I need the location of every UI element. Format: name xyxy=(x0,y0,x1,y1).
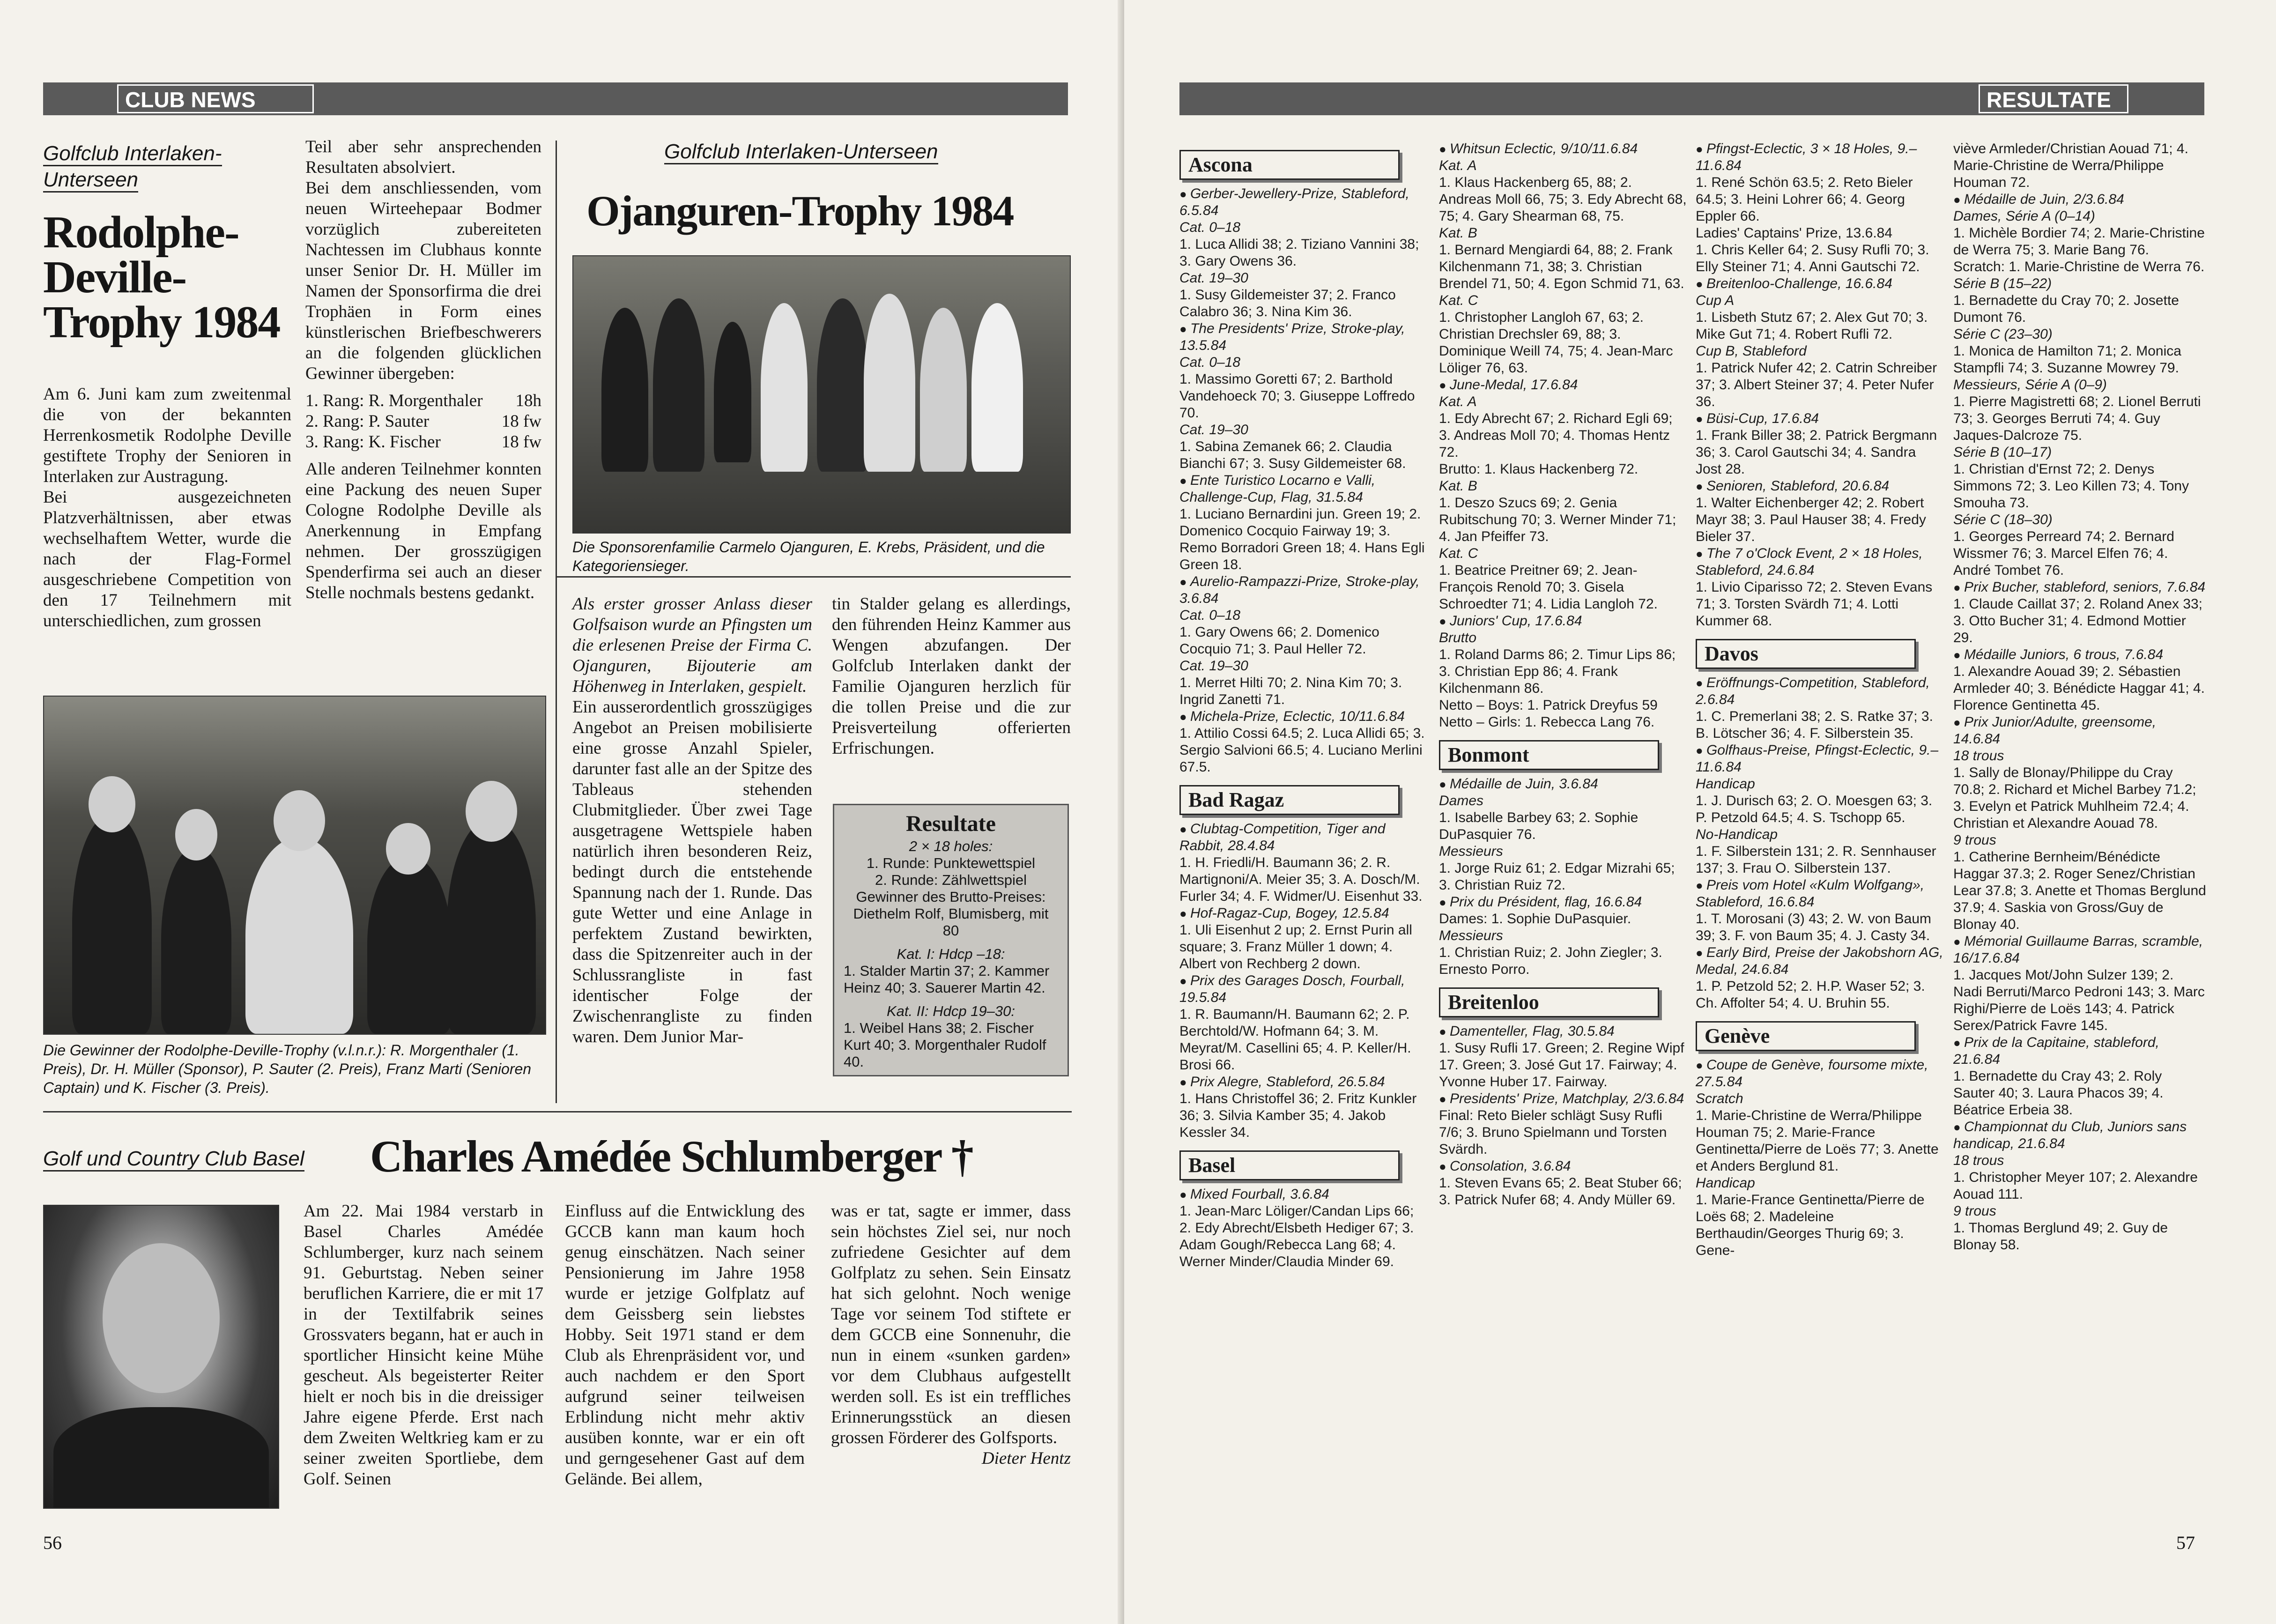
result-line: 1. René Schön 63.5; 2. Reto Bieler 64.5; 3. Heini Lohrer 66; 4. Georg Eppler 66. xyxy=(1696,175,1913,224)
result-line: 1. Attilio Cossi 64.5; 2. Luca Allidi 65; 3. Sergio Salvioni 66.5; 4. Luciano Merlini 67.5. xyxy=(1179,726,1425,775)
resultate-bar xyxy=(1179,82,2204,115)
ojanguren-photo-caption: Die Sponsorenfamilie Carmelo Ojanguren, E. Krebs, Präsident, und die Kategoriensieger. xyxy=(572,539,1045,574)
event-title: ● Mixed Fourball, 3.6.84 xyxy=(1179,1186,1428,1203)
event-title: ● Pfingst-Eclectic, 3 × 18 Holes, 9.–11.6.84 xyxy=(1696,141,1944,174)
result-line: 1. Georges Perreard 74; 2. Bernard Wissmer 76; 3. Marcel Elfen 76; 4. André Tombet 76. xyxy=(1953,529,2174,578)
result-line: 1. Walter Eichenberger 42; 2. Robert Mayr 38; 3. Paul Hauser 38; 4. Fredy Bieler 37. xyxy=(1696,495,1926,544)
event-title: ● Prix Alegre, Stableford, 26.5.84 xyxy=(1179,1074,1428,1090)
event-title: ● June-Medal, 17.6.84 xyxy=(1439,377,1687,393)
category-label: Série B (10–17) xyxy=(1953,445,2052,460)
category-label: Dames xyxy=(1439,793,1484,808)
result-line: Brutto: 1. Klaus Hackenberg 72. xyxy=(1439,461,1638,477)
result-line: viève Armleder/Christian Aouad 71; 4. Marie-Christine de Werra/Philippe Houman 72. xyxy=(1953,141,2188,190)
event-title: ● Senioren, Stableford, 20.6.84 xyxy=(1696,478,1944,495)
club-result-heading: Davos xyxy=(1696,639,1916,669)
schlumberger-title: Charles Amédée Schlumberger † xyxy=(370,1131,973,1181)
event-title: ● The 7 o'Clock Event, 2 × 18 Holes, Stableford, 24.6.84 xyxy=(1696,545,1944,579)
event-title: ● Whitsun Eclectic, 9/10/11.6.84 xyxy=(1439,141,1687,157)
category-label: 18 trous xyxy=(1953,748,2004,764)
category-label: Cat. 0–18 xyxy=(1179,608,1241,623)
event-title: ● Championnat du Club, Juniors sans handicap, 21.6.84 xyxy=(1953,1119,2206,1152)
results-column-2 xyxy=(1439,141,1687,1209)
event-title: ● Büsi-Cup, 17.6.84 xyxy=(1696,410,1944,427)
result-line: 1. Roland Darms 86; 2. Timur Lips 86; 3. Christian Epp 86; 4. Frank Kilchenmann 86. xyxy=(1439,647,1676,696)
event-title: ● Prix du Président, flag, 16.6.84 xyxy=(1439,894,1687,911)
event-title: ● Presidents' Prize, Matchplay, 2/3.6.84 xyxy=(1439,1090,1687,1107)
results-column-1 xyxy=(1179,141,1428,1270)
category-label: 18 trous xyxy=(1953,1153,2004,1168)
category-label: Kat. C xyxy=(1439,546,1478,561)
result-line: Scratch: 1. Marie-Christine de Werra 76. xyxy=(1953,259,2205,274)
result-line: 1. Steven Evans 65; 2. Beat Stuber 66; 3. Patrick Nufer 68; 4. Andy Müller 69. xyxy=(1439,1175,1682,1208)
club-result-heading: Ascona xyxy=(1179,150,1400,180)
category-label: No-Handicap xyxy=(1696,827,1778,842)
result-line: 1. Beatrice Preitner 69; 2. Jean-François Renold 70; 3. Gisela Schroedter 71; 4. Lidia Langloh 72. xyxy=(1439,563,1658,612)
result-line: 1. Luca Allidi 38; 2. Tiziano Vannini 38; 3. Gary Owens 36. xyxy=(1179,237,1419,269)
event-title: ● Médaille de Juin, 3.6.84 xyxy=(1439,776,1687,793)
ojanguren-group-photo xyxy=(572,255,1071,534)
ojanguren-results-box: Resultate 2 × 18 holes: 1. Runde: Punktewettspiel 2. Runde: Zählwettspiel Gewinner des Brutto-Preises: Diethelm Rolf, Blumisberg, mit 80 Kat. I: Hdcp –18: 1. Stalder Martin 37; 2. Kammer Heinz 40; 3. Sauerer Martin 42. Kat. II: Hdcp 19–30: 1. Weibel Hans 38; 2. Fischer Kurt 40; 3. Morgenthaler Rudolf 40. xyxy=(833,804,1069,1076)
result-line: 1. C. Premerlani 38; 2. S. Ratke 37; 3. B. Lötscher 36; 4. F. Silberstein 35. xyxy=(1696,709,1933,741)
result-line: 1. Deszo Szucs 69; 2. Genia Rubitschung 70; 3. Werner Minder 71; 4. Jan Pfeiffer 73. xyxy=(1439,495,1676,544)
results-column-3 xyxy=(1696,141,1944,1259)
event-title: ● Breitenloo-Challenge, 16.6.84 xyxy=(1696,275,1944,292)
result-line: 1. Jean-Marc Löliger/Candan Lips 66; 2. Edy Abrecht/Elsbeth Hediger 67; 3. Adam Gough/Rebecca Lang 68; 4. Werner Minder/Claudia Minder 69. xyxy=(1179,1203,1414,1269)
result-line: 1. Bernadette du Cray 70; 2. Josette Dumont 76. xyxy=(1953,293,2179,325)
result-line: 1. R. Baumann/H. Baumann 62; 2. P. Berchtold/W. Hofmann 64; 3. M. Meyrat/M. Casellini 65; 4. P. Keller/H. Brosi 66. xyxy=(1179,1007,1411,1073)
category-label: Messieurs xyxy=(1439,844,1503,859)
section-tag-resultate: RESULTATE xyxy=(1979,84,2128,113)
event-title: ● Consolation, 3.6.84 xyxy=(1439,1158,1687,1175)
category-label: Scratch xyxy=(1696,1091,1743,1106)
results-column-4 xyxy=(1953,141,2206,1253)
result-line: Netto – Boys: 1. Patrick Dreyfus 59 xyxy=(1439,697,1658,713)
result-line: 1. Merret Hilti 70; 2. Nina Kim 70; 3. Ingrid Zanetti 71. xyxy=(1179,675,1402,707)
club-result-heading: Breitenloo xyxy=(1439,987,1659,1017)
result-line: 1. T. Morosani (3) 43; 2. W. von Baum 39; 3. F. von Baum 35; 4. J. Casty 34. xyxy=(1696,911,1931,943)
category-label: Messieurs, Série A (0–9) xyxy=(1953,377,2107,393)
result-line: 1. Klaus Hackenberg 65, 88; 2. Andreas Moll 66, 75; 3. Edy Abrecht 68, 75; 4. Gary Shearman 68, 75. xyxy=(1439,175,1687,224)
section-tag-club-news: CLUB NEWS xyxy=(117,84,314,113)
rodolphe-photo-caption: Die Gewinner der Rodolphe-Deville-Trophy (v.l.n.r.): R. Morgenthaler (1. Preis), Dr. H. Müller (Sponsor), P. Sauter (2. Preis), Franz Marti (Senioren Captain) und K. Fischer (3. Preis). xyxy=(43,1042,532,1096)
event-title: ● Eröffnungs-Competition, Stableford, 2.6.84 xyxy=(1696,675,1944,708)
event-title: ● Michela-Prize, Eclectic, 10/11.6.84 xyxy=(1179,708,1428,725)
category-label: Série C (23–30) xyxy=(1953,326,2053,342)
result-line: 1. P. Petzold 52; 2. H.P. Waser 52; 3. Ch. Affolter 54; 4. U. Bruhin 55. xyxy=(1696,979,1925,1011)
category-label: Série C (18–30) xyxy=(1953,512,2053,527)
category-label: Kat. A xyxy=(1439,158,1477,173)
result-line: 1. Christopher Meyer 107; 2. Alexandre Aouad 111. xyxy=(1953,1170,2198,1202)
result-line: 1. Jacques Mot/John Sulzer 139; 2. Nadi Berruti/Marco Pedroni 143; 3. Marc Righi/Pierre de Loës 143; 4. Patrick Serex/Patrick Favre 145. xyxy=(1953,967,2205,1033)
event-title: ● Prix de la Capitaine, stableford, 21.6.84 xyxy=(1953,1034,2206,1068)
result-line: 1. J. Durisch 63; 2. O. Moesgen 63; 3. P. Petzold 64.5; 4. S. Tschopp 65. xyxy=(1696,793,1933,825)
schlumberger-col1: Am 22. Mai 1984 verstarb in Basel Charles Amédée Schlumberger, kurz nach seinem 91. Geburtstag. Neben seiner beruflichen Karriere, die er mit 17 in der Textilfabrik seines Grossvaters begann, hat er auch in sportlicher Hinsicht keine Mühe gescheut. Als begeisterter Reiter hielt er noch bis in die dreissiger Jahre eigene Pferde. Erst nach dem Zweiten Weltkrieg kam er zu seiner zweiten Sportliebe, dem Golf. Seinen xyxy=(304,1201,543,1489)
event-title: ● Early Bird, Preise der Jakobshorn AG, Medal, 24.6.84 xyxy=(1696,944,1944,978)
category-label: Dames, Série A (0–14) xyxy=(1953,208,2095,224)
category-label: Cat. 19–30 xyxy=(1179,658,1248,674)
result-line: 1. Sally de Blonay/Philippe du Cray 70.8; 2. Richard et Michel Barbey 71.2; 3. Evelyn et Patrick Muhlheim 72.4; 4. Christian et Alexandre Aouad 78. xyxy=(1953,765,2196,831)
event-title: ● Coupe de Genève, foursome mixte, 27.5.84 xyxy=(1696,1057,1944,1090)
event-title: ● Preis vom Hotel «Kulm Wolfgang», Stableford, 16.6.84 xyxy=(1696,877,1944,911)
section-rule xyxy=(556,576,1071,578)
category-label: Cup B, Stableford xyxy=(1696,343,1807,359)
result-line: 1. Christian d'Ernst 72; 2. Denys Simmons 72; 3. Leo Killen 73; 4. Tony Smouha 73. xyxy=(1953,461,2189,511)
category-label: Handicap xyxy=(1696,1175,1755,1191)
page-number-left: 56 xyxy=(43,1532,62,1553)
event-title: ● Prix Bucher, stableford, seniors, 7.6.84 xyxy=(1953,579,2206,596)
page-number-right: 57 xyxy=(2176,1532,2195,1553)
result-line: Final: Reto Bieler schlägt Susy Rufli 7/6; 3. Bruno Spielmann und Torsten Svärdh. xyxy=(1439,1108,1667,1157)
category-label: Cat. 0–18 xyxy=(1179,220,1241,235)
result-line: Dames: 1. Sophie DuPasquier. xyxy=(1439,911,1631,927)
result-line: 1. Gary Owens 66; 2. Domenico Cocquio 71; 3. Paul Heller 72. xyxy=(1179,624,1379,657)
result-line: 1. Pierre Magistretti 68; 2. Lionel Berruti 73; 3. Georges Berruti 74; 4. Guy Jaques-Dalcroze 75. xyxy=(1953,394,2201,443)
result-line: 1. Thomas Berglund 49; 2. Guy de Blonay 58. xyxy=(1953,1220,2168,1253)
result-line: 1. Michèle Bordier 74; 2. Marie-Christine de Werra 75; 3. Marie Bang 76. xyxy=(1953,225,2205,258)
result-line: 1. Bernard Mengiardi 64, 88; 2. Frank Kilchenmann 71, 38; 3. Christian Brendel 71, 50; 4. Egon Schmid 71, 63. xyxy=(1439,242,1684,291)
result-line: 1. Catherine Bernheim/Bénédicte Haggar 37.3; 2. Roger Senez/Christian Lear 37.8; 3. Anette et Thomas Berglund 37.9; 4. Saskia von Gross/Guy de Blonay 40. xyxy=(1953,849,2206,932)
club-result-heading: Genève xyxy=(1696,1021,1916,1051)
result-line: 1. Livio Ciparisso 72; 2. Steven Evans 71; 3. Torsten Svärdh 71; 4. Lotti Kummer 68. xyxy=(1696,579,1933,629)
category-label: Cup A xyxy=(1696,293,1735,308)
result-line: 1. Uli Eisenhut 2 up; 2. Ernst Purin all square; 3. Franz Müller 1 down; 4. Albert von Rechberg 2 down. xyxy=(1179,922,1412,971)
result-line: Netto – Girls: 1. Rebecca Lang 76. xyxy=(1439,714,1655,730)
section-rule-bottom xyxy=(43,1111,1072,1112)
result-line: 1. Marie-Christine de Werra/Philippe Houman 75; 2. Marie-France Gentinetta/Pierre de Loës 77; 3. Anette et Anders Berglund 81. xyxy=(1696,1108,1939,1174)
category-label: 9 trous xyxy=(1953,1203,1996,1219)
rodolphe-winners-photo xyxy=(43,696,546,1035)
category-label: Kat. C xyxy=(1439,293,1478,308)
event-title: ● The Presidents' Prize, Stroke-play, 13.5.84 xyxy=(1179,320,1428,354)
category-label: Cat. 19–30 xyxy=(1179,422,1248,438)
event-title: ● Prix des Garages Dosch, Fourball, 19.5.84 xyxy=(1179,972,1428,1006)
event-title: ● Mémorial Guillaume Barras, scramble, 16/17.6.84 xyxy=(1953,933,2206,967)
category-label: Série B (15–22) xyxy=(1953,276,2052,291)
category-label: Kat. B xyxy=(1439,478,1477,494)
category-label: Kat. A xyxy=(1439,394,1477,409)
result-line: 1. Luciano Bernardini jun. Green 19; 2. Domenico Cocquio Fairway 19; 3. Remo Borradori Green 18; 4. Hans Egli Green 18. xyxy=(1179,506,1425,572)
club-result-heading: Bad Ragaz xyxy=(1179,785,1400,815)
category-label: Brutto xyxy=(1439,630,1477,645)
result-line: 1. Edy Abrecht 67; 2. Richard Egli 69; 3. Andreas Moll 70; 4. Thomas Hentz 72. xyxy=(1439,411,1673,460)
result-line: 1. Alexandre Aouad 39; 2. Sébastien Armleder 40; 3. Bénédicte Haggar 41; 4. Florence Gentinetta 45. xyxy=(1953,664,2205,713)
result-line: 1. Christopher Langloh 67, 63; 2. Christian Drechsler 69, 88; 3. Dominique Weill 74, 75; 4. Jean-Marc Löliger 76, 63. xyxy=(1439,310,1673,376)
column-rule xyxy=(556,141,557,1103)
club-name-interlaken-2: Golfclub Interlaken-Unterseen xyxy=(664,139,992,165)
event-title: ● Clubtag-Competition, Tiger and Rabbit, 28.4.84 xyxy=(1179,821,1428,854)
result-line: 1. Frank Biller 38; 2. Patrick Bergmann 36; 3. Carol Gautschi 34; 4. Sandra Jost 28. xyxy=(1696,428,1937,477)
category-label: Cat. 0–18 xyxy=(1179,355,1241,370)
result-line: 1. Jorge Ruiz 61; 2. Edgar Mizrahi 65; 3. Christian Ruiz 72. xyxy=(1439,860,1675,893)
ojanguren-body-col1: Als erster grosser Anlass dieser Golfsaison wurde an Pfingsten um die erlesenen Preise der Firma C. Ojanguren, Bijouterie am Höhenweg in Interlaken, gespielt. Ein ausserordentlich grosszügiges Angebot an Preisen mobilisierte eine grosse Anzahl Spieler, darunter fast alle an der Spitze des Tableaus stehenden Clubmitglieder. Über zwei Tage ausgetragene Wettspiele haben natürlich ihren besonderen Reiz, bedingt durch die entstehende Spannung nach der 1. Runde. Das gute Wetter und eine Anlage in perfektem Zustand bewirkten, dass die Spitzenreiter auch in der Schlussrangliste in fast identischer Folge der Zwischenrangliste zu finden waren. Dem Junior Mar- xyxy=(572,594,812,1046)
result-line: 1. Susy Rufli 17. Green; 2. Regine Wipf 17. Green; 3. José Gut 17. Fairway; 4. Yvonne Huber 17. Fairway. xyxy=(1439,1040,1684,1090)
left-page xyxy=(0,0,1124,1624)
result-line: 1. Lisbeth Stutz 67; 2. Alex Gut 70; 3. Mike Gut 71; 4. Robert Rufli 72. xyxy=(1696,310,1928,342)
category-label: 9 trous xyxy=(1953,832,1996,848)
result-line: 1. Chris Keller 64; 2. Susy Rufli 70; 3. Elly Steiner 71; 4. Anni Gautschi 72. xyxy=(1696,242,1929,274)
event-title: ● Gerber-Jewellery-Prize, Stableford, 6.5.84 xyxy=(1179,185,1428,219)
category-label: Cat. 19–30 xyxy=(1179,270,1248,286)
club-result-heading: Bonmont xyxy=(1439,740,1659,770)
club-name-basel: Golf und Country Club Basel xyxy=(43,1146,371,1172)
rodolphe-title: Rodolphe-Deville-Trophy 1984 xyxy=(43,207,280,348)
event-title: ● Juniors' Cup, 17.6.84 xyxy=(1439,613,1687,630)
event-title: ● Médaille Juniors, 6 trous, 7.6.84 xyxy=(1953,646,2206,663)
event-title: ● Damenteller, Flag, 30.5.84 xyxy=(1439,1023,1687,1040)
result-line: 1. Bernadette du Cray 43; 2. Roly Sauter 40; 3. Laura Phacos 39; 4. Béatrice Erbeia 38. xyxy=(1953,1068,2164,1118)
schlumberger-col2: Einfluss auf die Entwicklung des GCCB kann man kaum hoch genug einschätzen. Nach seiner Pensionierung im Jahre 1958 wurde er jetzige Golfplatz auf dem Geissberg sein liebstes Hobby. Seit 1971 stand er dem Club als Ehrenpräsident vor, und auch nachdem er den Sport aufgrund seiner teilweisen Erblindung nicht mehr aktiv ausüben konnte, war er ein oft und gerngesehener Gast auf dem Gelände. Bei allem, xyxy=(565,1201,805,1489)
result-line: 1. Sabina Zemanek 66; 2. Claudia Bianchi 67; 3. Susy Gildemeister 68. xyxy=(1179,439,1406,471)
rank-list: 1. Rang: R. Morgenthaler 18h 2. Rang: P. Sauter 18 fw 3. Rang: K. Fischer 18 fw xyxy=(305,391,541,452)
club-news-bar xyxy=(43,82,1068,115)
rodolphe-body-col2: Teil aber sehr ansprechenden Resultaten absolviert. Bei dem anschliessenden, vom neuen Wirteehepaar Bodmer vorzüglich zubereiteten Nachtessen im Clubhaus konnte unser Senior Dr. H. Müller im Namen der Sponsorfirma die drei Trophäen in Form eines künstlerischen Briefbeschwerers an die folgenden glücklichen Gewinner übergeben: 1. Rang: R. Morgenthaler 18h 2. Rang: P. Sauter 18 fw 3. Rang: K. Fischer 18 fw Alle anderen Teilnehmer konnten eine Packung des neuen Super Cologne Rodolphe Deville als Anerkennung in Empfang nehmen. Der grosszügigen Spenderfirma sei auch an dieser Stelle nochmals bestens gedankt. xyxy=(305,137,541,602)
result-line: 1. H. Friedli/H. Baumann 36; 2. R. Martignoni/A. Meier 35; 3. A. Dosch/M. Furler 34; 4. F. Widmer/U. Eisenhut 33. xyxy=(1179,855,1423,904)
event-title: ● Médaille de Juin, 2/3.6.84 xyxy=(1953,191,2206,208)
result-line: 1. Christian Ruiz; 2. John Ziegler; 3. Ernesto Porro. xyxy=(1439,945,1662,977)
event-title: ● Aurelio-Rampazzi-Prize, Stroke-play, 3.6.84 xyxy=(1179,573,1428,607)
rodolphe-body-col1: Am 6. Juni kam zum zweitenmal die von der bekannten Herrenkosmetik Rodolphe Deville gestiftete Trophy der Senioren in Interlaken zur Austragung. Bei ausgezeichneten Platzverhältnissen, aber etwas wechselhaftem Wetter, wurde die nach der Flag-Formel ausgeschriebene Competition von den 17 Teilnehmern mit unterschiedlichen, zum grossen xyxy=(43,385,291,630)
category-label: Handicap xyxy=(1696,776,1755,792)
club-result-heading: Basel xyxy=(1179,1150,1400,1180)
schlumberger-col3: was er tat, sagte er immer, dass sein höchstes Ziel sei, nur noch zufriedene Gesichter auf dem Golfplatz zu sehen. Sein Einsatz hat sich gelohnt. Noch wenige Tage vor seinem Tod stiftete er dem GCCB eine Sonnenuhr, die nun in einem «sunken garden» vor dem Clubhaus aufgestellt werden soll. Es ist ein treffliches Erinnerungsstück an diesen grossen Förderer des Golfsports. Dieter Hentz xyxy=(831,1201,1071,1468)
result-line: 1. Hans Christoffel 36; 2. Fritz Kunkler 36; 3. Silvia Kamber 35; 4. Jakob Kessler 34. xyxy=(1179,1091,1417,1140)
event-title: ● Hof-Ragaz-Cup, Bogey, 12.5.84 xyxy=(1179,905,1428,922)
result-line: 1. Patrick Nufer 42; 2. Catrin Schreiber 37; 3. Albert Steiner 37; 4. Peter Nufer 36. xyxy=(1696,360,1937,409)
result-line: 1. Marie-France Gentinetta/Pierre de Loës 68; 2. Madeleine Berthaudin/Georges Thurig 69; 3. Gene- xyxy=(1696,1192,1925,1258)
right-page xyxy=(1124,0,2276,1624)
result-line: 1. Monica de Hamilton 71; 2. Monica Stampfli 74; 3. Suzanne Mowrey 79. xyxy=(1953,343,2181,376)
event-title: ● Golfhaus-Preise, Pfingst-Eclectic, 9.–11.6.84 xyxy=(1696,742,1944,776)
schlumberger-portrait xyxy=(43,1205,279,1509)
category-label: Kat. B xyxy=(1439,225,1477,241)
ojanguren-body-col2: tin Stalder gelang es allerdings, den führenden Heinz Kammer aus Wengen abzufangen. Der Golfclub Interlaken dankt der Familie Ojanguren herzlich für die tollen Preise und die zur Preisverteilung offerierten Erfrischungen. xyxy=(832,594,1071,758)
result-line: 1. F. Silberstein 131; 2. R. Sennhauser 137; 3. Frau O. Silberstein 137. xyxy=(1696,844,1936,876)
event-title: ● Prix Junior/Adulte, greensome, 14.6.84 xyxy=(1953,714,2206,748)
result-line: 1. Susy Gildemeister 37; 2. Franco Calabro 36; 3. Nina Kim 36. xyxy=(1179,287,1396,319)
result-line: 1. Isabelle Barbey 63; 2. Sophie DuPasquier 76. xyxy=(1439,810,1638,842)
result-line: 1. Massimo Goretti 67; 2. Barthold Vandehoeck 70; 3. Giuseppe Loffredo 70. xyxy=(1179,371,1415,421)
result-line: 1. Claude Caillat 37; 2. Roland Anex 33; 3. Otto Bucher 31; 4. Edmond Mottier 29. xyxy=(1953,596,2203,645)
ojanguren-title: Ojanguren-Trophy 1984 xyxy=(586,187,1014,235)
category-label: Messieurs xyxy=(1439,928,1503,943)
result-line: Ladies' Captains' Prize, 13.6.84 xyxy=(1696,225,1893,241)
event-title: ● Ente Turistico Locarno e Valli, Challenge-Cup, Flag, 31.5.84 xyxy=(1179,472,1428,506)
club-name-interlaken: Golfclub Interlaken-Unterseen xyxy=(43,141,263,193)
